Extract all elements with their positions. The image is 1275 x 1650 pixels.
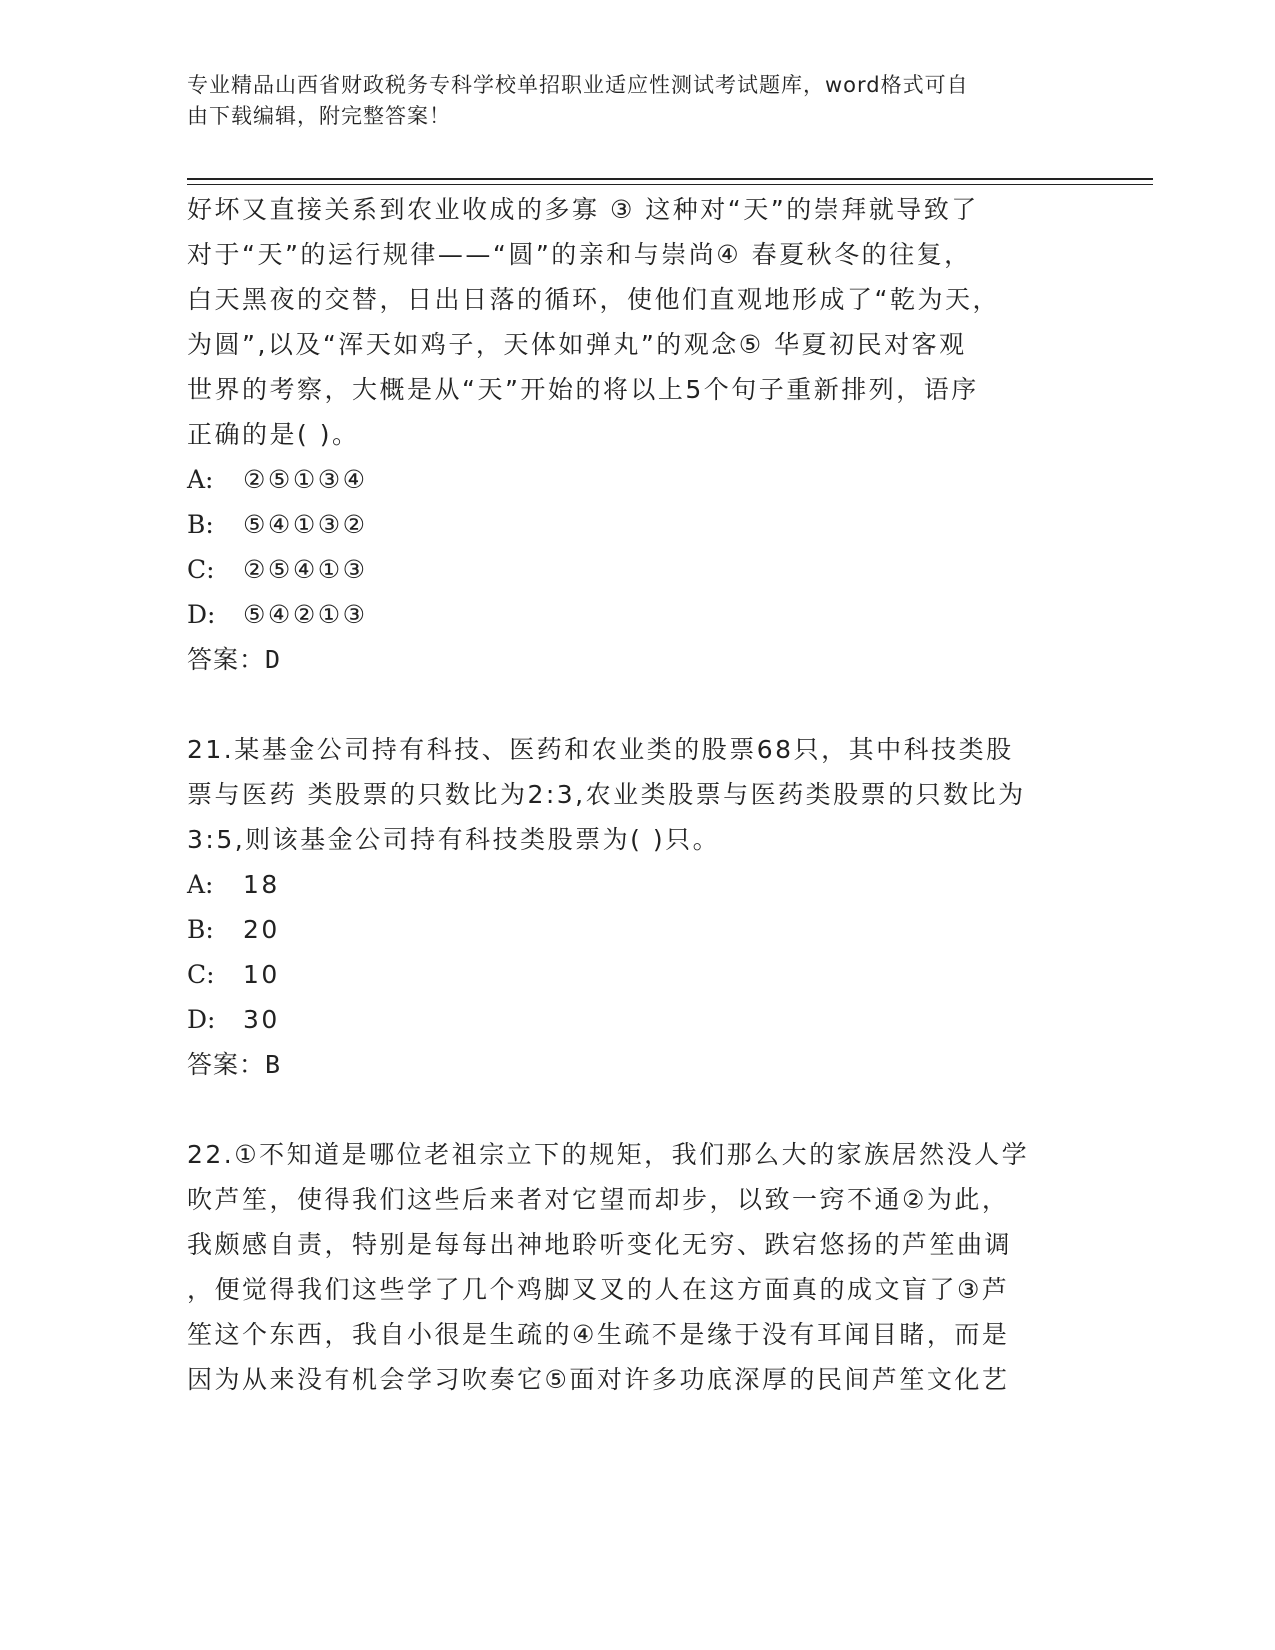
document-header — [187, 70, 1067, 132]
option-key: A: — [187, 870, 214, 899]
option-key: B: — [187, 915, 214, 944]
spacer — [187, 682, 1087, 727]
question-20-line-4: 为圆”,以及“浑天如鸡子，天体如弹丸”的观念⑤ 华夏初民对客观 — [187, 330, 967, 359]
option-key: C: — [187, 555, 215, 584]
option-key: C: — [187, 960, 215, 989]
option-text: 30 — [243, 1005, 280, 1034]
question-21-option-c — [187, 952, 1087, 997]
option-text: ②⑤①③④ — [243, 465, 368, 494]
question-20-line-2: 对于“天”的运行规律——“圆”的亲和与崇尚④ 春夏秋冬的往复， — [187, 240, 972, 269]
question-22-line-2: 吹芦笙，使得我们这些后来者对它望而却步，以致一窍不通②为此， — [187, 1185, 1010, 1214]
question-20-option-d — [187, 592, 1087, 637]
question-22-line-3: 我颇感自责，特别是每每出神地聆听变化无穷、跌宕悠扬的芦笙曲调 — [187, 1230, 1013, 1259]
question-22-line-4: ，便觉得我们这些学了几个鸡脚叉叉的人在这方面真的成文盲了③芦 — [187, 1275, 1010, 1304]
option-text: 10 — [243, 960, 280, 989]
question-21-option-d — [187, 997, 1087, 1042]
question-22-line-5: 笙这个东西，我自小很是生疏的④生疏不是缘于没有耳闻目睹，而是 — [187, 1320, 1010, 1349]
header-line-1: 专业精品山西省财政税务专科学校单招职业适应性测试考试题库，word格式可自 — [187, 73, 969, 97]
question-20-answer: 答案：D — [187, 645, 282, 674]
question-22-line-1: 22.①不知道是哪位老祖宗立下的规矩，我们那么大的家族居然没人学 — [187, 1140, 1030, 1169]
option-key: A: — [187, 465, 214, 494]
option-text: ⑤④②①③ — [243, 600, 368, 629]
question-21-option-b — [187, 907, 1087, 952]
option-key: D: — [187, 1005, 216, 1034]
question-20-line-5: 世界的考察，大概是从“天”开始的将以上5个句子重新排列，语序 — [187, 375, 979, 404]
question-20-line-3: 白天黑夜的交替，日出日落的循环，使他们直观地形成了“乾为天， — [187, 285, 1000, 314]
question-21-answer: 答案：B — [187, 1050, 282, 1079]
question-20-option-a — [187, 457, 1087, 502]
option-key: B: — [187, 510, 214, 539]
question-22 — [187, 1132, 1087, 1402]
option-text: 18 — [243, 870, 280, 899]
question-21-option-a — [187, 862, 1087, 907]
header-rule-thin — [187, 184, 1153, 185]
question-21-line-2: 票与医药 类股票的只数比为2:3,农业类股票与医药类股票的只数比为 — [187, 780, 1026, 809]
option-text: 20 — [243, 915, 280, 944]
question-21-line-1: 21.某基金公司持有科技、医药和农业类的股票68只，其中科技类股 — [187, 735, 1014, 764]
question-21-line-3: 3:5,则该基金公司持有科技类股票为( )只。 — [187, 825, 721, 854]
document-body — [187, 187, 1087, 1402]
option-key: D: — [187, 600, 216, 629]
option-text: ⑤④①③② — [243, 510, 368, 539]
question-22-line-6: 因为从来没有机会学习吹奏它⑤面对许多功底深厚的民间芦笙文化艺 — [187, 1365, 1010, 1394]
question-21 — [187, 727, 1087, 1087]
option-text: ②⑤④①③ — [243, 555, 368, 584]
question-20-line-6: 正确的是( )。 — [187, 420, 360, 449]
question-20-line-1: 好坏又直接关系到农业收成的多寡 ③ 这种对“天”的崇拜就导致了 — [187, 195, 979, 224]
header-line-2: 由下载编辑，附完整答案！ — [187, 104, 451, 128]
question-20-option-b — [187, 502, 1087, 547]
header-rule-thick — [187, 178, 1153, 180]
question-20-option-c — [187, 547, 1087, 592]
spacer — [187, 1087, 1087, 1132]
question-20 — [187, 187, 1087, 682]
